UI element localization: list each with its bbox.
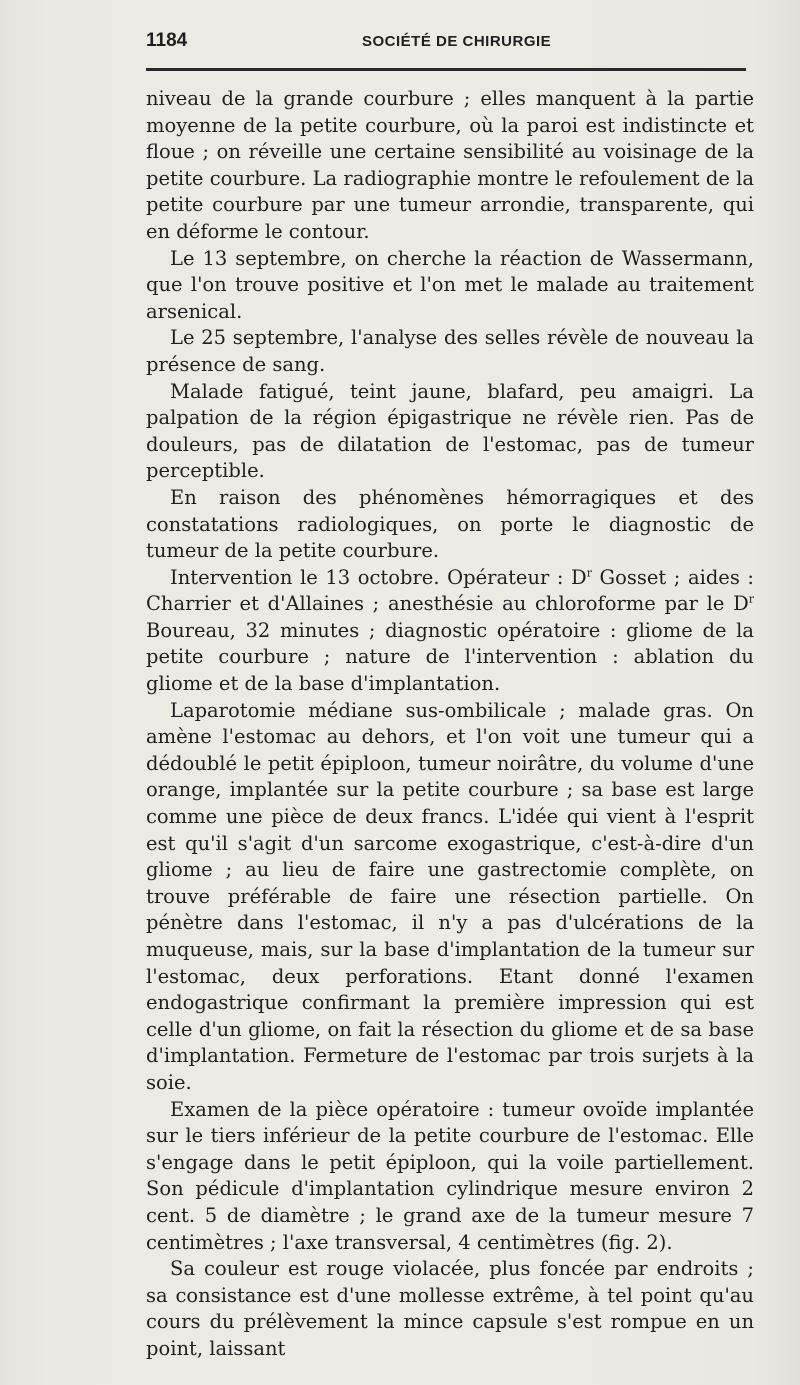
paragraph-examen: Examen de la pièce opératoire : tumeur ovoïde implantée sur le tiers inférieur de la petite courbure de l'estomac. Elle s'engage dans le petit épiploon, qui la voile partiellement. Son pédicule d'implantation cylindrique mesure environ 2 cent. 5 de diamètre ; le grand axe de la tumeur mesure 7 centimètres ; l'axe transversal, 4 centimètres (fig. 2). (146, 1097, 754, 1254)
paragraph-selles: Le 25 septembre, l'analyse des selles révèle de nouveau la présence de sang. (146, 326, 754, 376)
page-header (146, 30, 754, 54)
body-text (146, 86, 754, 1363)
paragraph-intervention (146, 565, 754, 698)
running-head: SOCIÉTÉ DE CHIRURGIE (362, 33, 552, 50)
intervention-text-3: Boureau, 32 minutes ; diagnostic opératoire : gliome de la petite courbure ; nature de l'intervention : ablation du gliome et de la base d'implantation. (146, 618, 754, 696)
superscript-r-2: r (748, 592, 754, 606)
paragraph-couleur: Sa couleur est rouge violacée, plus foncée par endroits ; sa consistance est d'une mollesse extrême, à tel point qu'au cours du prélèvement la mince capsule s'est rompue en un point, laissant (146, 1257, 754, 1360)
paragraph-wassermann: Le 13 septembre, on cherche la réaction de Wassermann, que l'on trouve positive et l'on met le malade au traitement arsenical. (146, 246, 754, 323)
page-number: 1184 (146, 30, 188, 51)
paragraph-diagnostic: En raison des phénomènes hémorragiques et des constatations radiologiques, on porte le diagnostic de tumeur de la petite courbure. (146, 485, 754, 563)
paragraph-laparotomie: Laparotomie médiane sus-ombilicale ; malade gras. On amène l'estomac au dehors, et l'on voit une tumeur qui a dédoublé le petit épiploon, tumeur noirâtre, du volume d'une orange, implantée sur la petite courbure ; sa base est large comme une pièce de deux francs. L'idée qui vient à l'esprit est qu'il s'agit d'un sarcome exogastrique, c'est-à-dire d'un gliome ; au lieu de faire une gastrectomie complète, on trouve préférable de faire une résection partielle. On pénètre dans l'estomac, il n'y a pas d'ulcérations de la muqueuse, mais, sur la base d'implantation de la tumeur sur l'estomac, deux perforations. Etant donné l'examen endogastrique confirmant la première impression qui est celle d'un gliome, on fait la résection du gliome et de sa base d'implantation. Fermeture de l'estomac par trois surjets à la soie. (146, 698, 754, 1094)
intervention-text-1: Intervention le 13 octobre. Opérateur : D (170, 565, 587, 589)
superscript-r-1: r (586, 566, 592, 580)
intervention-text-2: Gosset ; aides : Charrier et d'Allaines ; anesthésie au chloroforme par le D (146, 565, 754, 616)
header-rule (146, 68, 746, 71)
paragraph-malade: Malade fatigué, teint jaune, blafard, peu amaigri. La palpation de la région épigastrique ne révèle rien. Pas de douleurs, pas de dilatation de l'estomac, pas de tumeur perceptible. (146, 379, 754, 483)
paragraph-continuation: niveau de la grande courbure ; elles manquent à la partie moyenne de la petite courbure, où la paroi est indistincte et floue ; on réveille une certaine sensibilité au voisinage de la petite courbure. La radiographie montre le refoulement de la petite courbure par une tumeur arrondie, transparente, qui en déforme le contour. (146, 87, 754, 243)
